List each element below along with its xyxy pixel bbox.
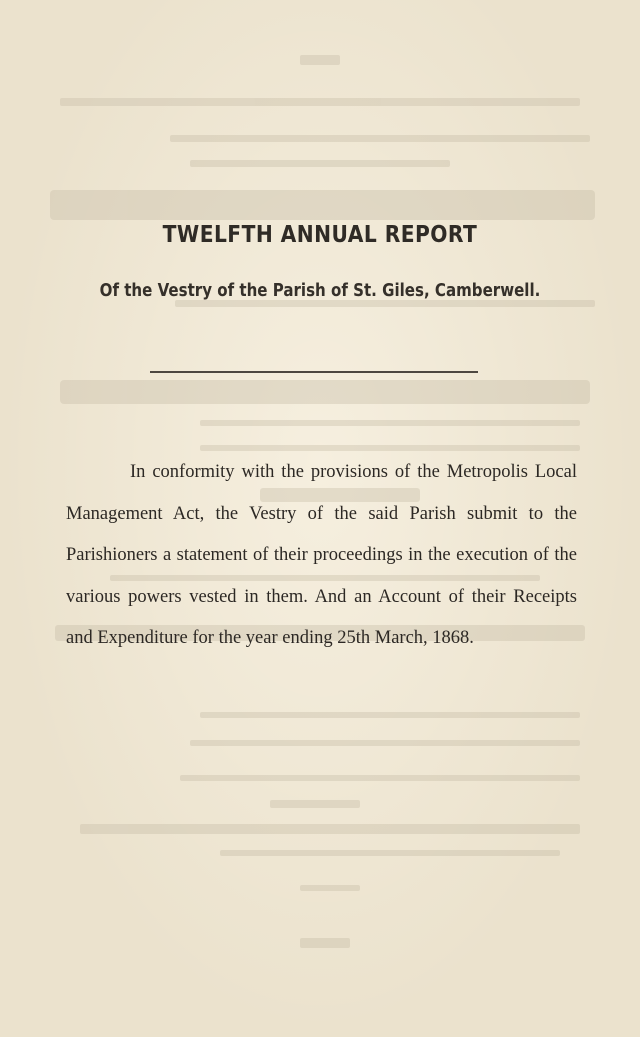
report-body-paragraph: In conformity with the provisions of the Metropolis Local Management Act, the Vestry of the said Parish submit to the Parishioners a statement of their proceedings in the execution of the various powers vested in them. And an Account of their Receipts and Expenditure for the year ending 25th March, 1868. [66, 462, 577, 648]
report-subtitle: Of the Vestry of the Parish of St. Giles, Camberwell. [99, 281, 541, 301]
report-title: TWELFTH ANNUAL REPORT [162, 222, 478, 248]
ornamental-rule [150, 371, 478, 373]
